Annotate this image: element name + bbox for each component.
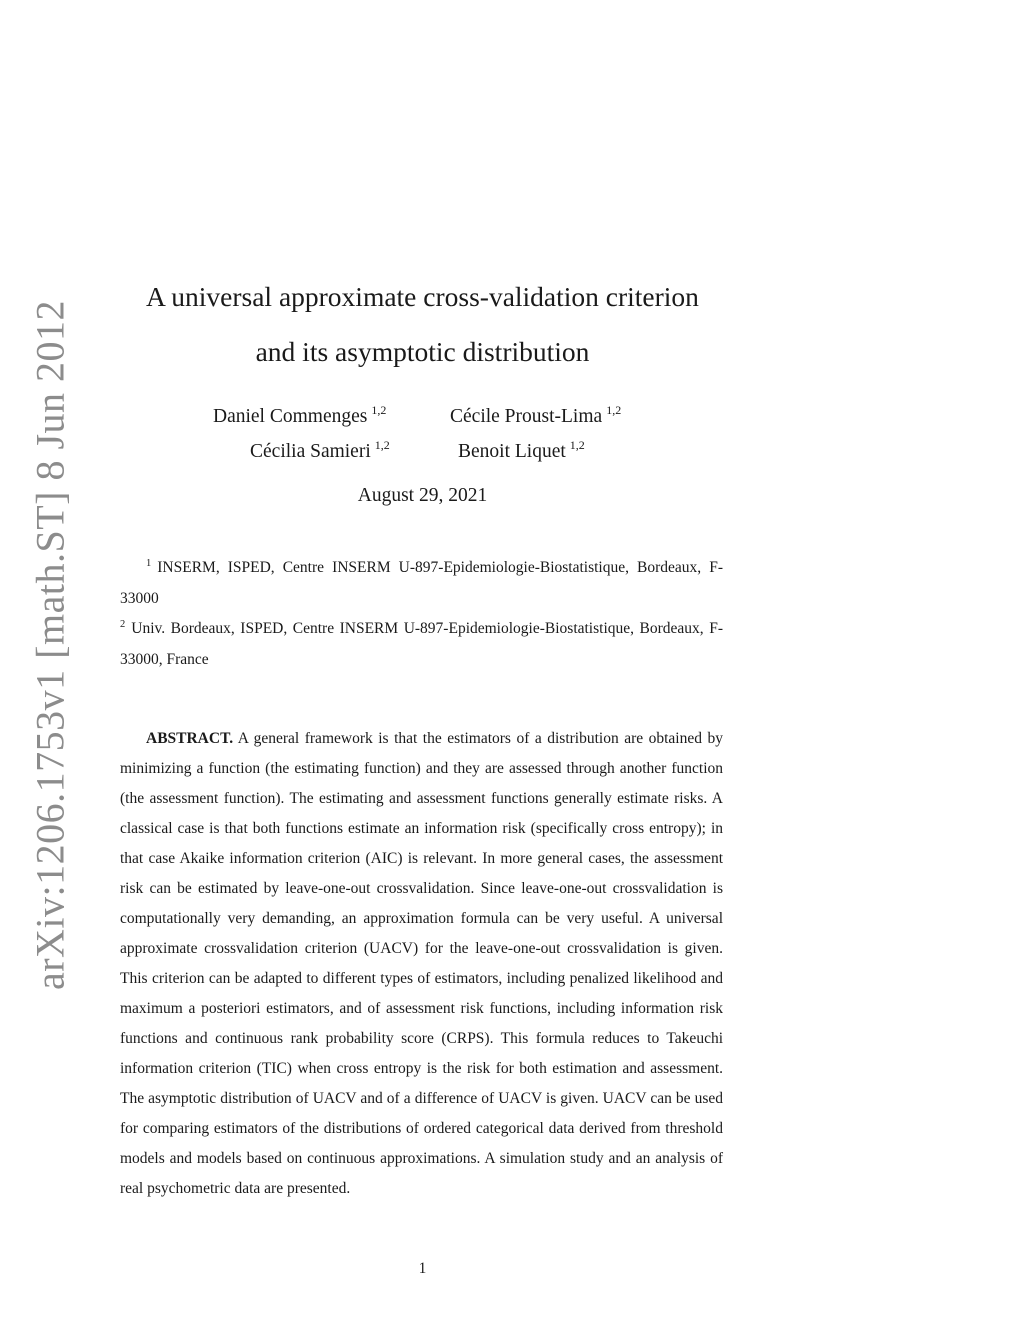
author-name: Benoit Liquet: [458, 441, 566, 462]
author: [213, 403, 386, 428]
paper-title-line-2: and its asymptotic distribution: [255, 336, 590, 367]
abstract-label: ABSTRACT.: [146, 730, 234, 747]
arxiv-identifier: arXiv:1206.1753v1 [math.ST] 8 Jun 2012: [27, 299, 73, 991]
author-affiliation-mark: 1,2: [374, 438, 390, 452]
affiliation-mark: 1: [146, 558, 152, 569]
author: [450, 403, 621, 428]
author-name: Cécile Proust-Lima: [450, 406, 603, 427]
affiliation-mark: 2: [120, 619, 126, 630]
page-number: 1: [418, 1260, 427, 1277]
abstract-text: A general framework is that the estimators of a distribution are obtained by minimizing a function (the estimating function) and they are assessed through another function (the assessment function). The estimating and assessment functions generally estimate risks. A classical case is that both functions estimate an information risk (specifically cross entropy); in that case Akaike information criterion (AIC) is relevant. In more general cases, the assessment risk can be estimated by leave-one-out crossvalidation. Since leave-one-out crossvalidation is computationally very demanding, an approximation formula can be very useful. A universal approximate crossvalidation criterion (UACV) for the leave-one-out crossvalidation is given. This criterion can be adapted to different types of estimators, including penalized likelihood and maximum a posteriori estimators, and of assessment risk functions, including information risk functions and continuous rank probability score (CRPS). This formula reduces to Takeuchi information criterion (TIC) when cross entropy is the risk for both estimation and assessment. The asymptotic distribution of UACV and of a difference of UACV is given. UACV can be used for comparing estimators of the distributions of ordered categorical data derived from threshold models and models based on continuous approximations. A simulation study and an analysis of real psychometric data are presented.: [120, 730, 723, 1197]
affiliation-text: Univ. Bordeaux, ISPED, Centre INSERM U-897-Epidemiologie-Biostatistique, Bordeaux, F-33000, France: [120, 620, 723, 668]
author-affiliation-mark: 1,2: [569, 438, 585, 452]
affiliation: [120, 548, 723, 614]
author-affiliation-mark: 1,2: [606, 403, 622, 417]
paper-title-line-1: A universal approximate cross-validation criterion: [146, 281, 699, 312]
abstract: [120, 724, 723, 1204]
author-affiliation-mark: 1,2: [371, 403, 387, 417]
author-name: Cécilia Samieri: [250, 441, 371, 462]
author: [250, 438, 390, 463]
author-name: Daniel Commenges: [213, 406, 368, 427]
affiliation: [120, 609, 723, 675]
author: [458, 438, 585, 463]
affiliation-text: INSERM, ISPED, Centre INSERM U-897-Epidemiologie-Biostatistique, Bordeaux, F-33000: [120, 559, 723, 607]
publication-date: August 29, 2021: [357, 485, 488, 506]
